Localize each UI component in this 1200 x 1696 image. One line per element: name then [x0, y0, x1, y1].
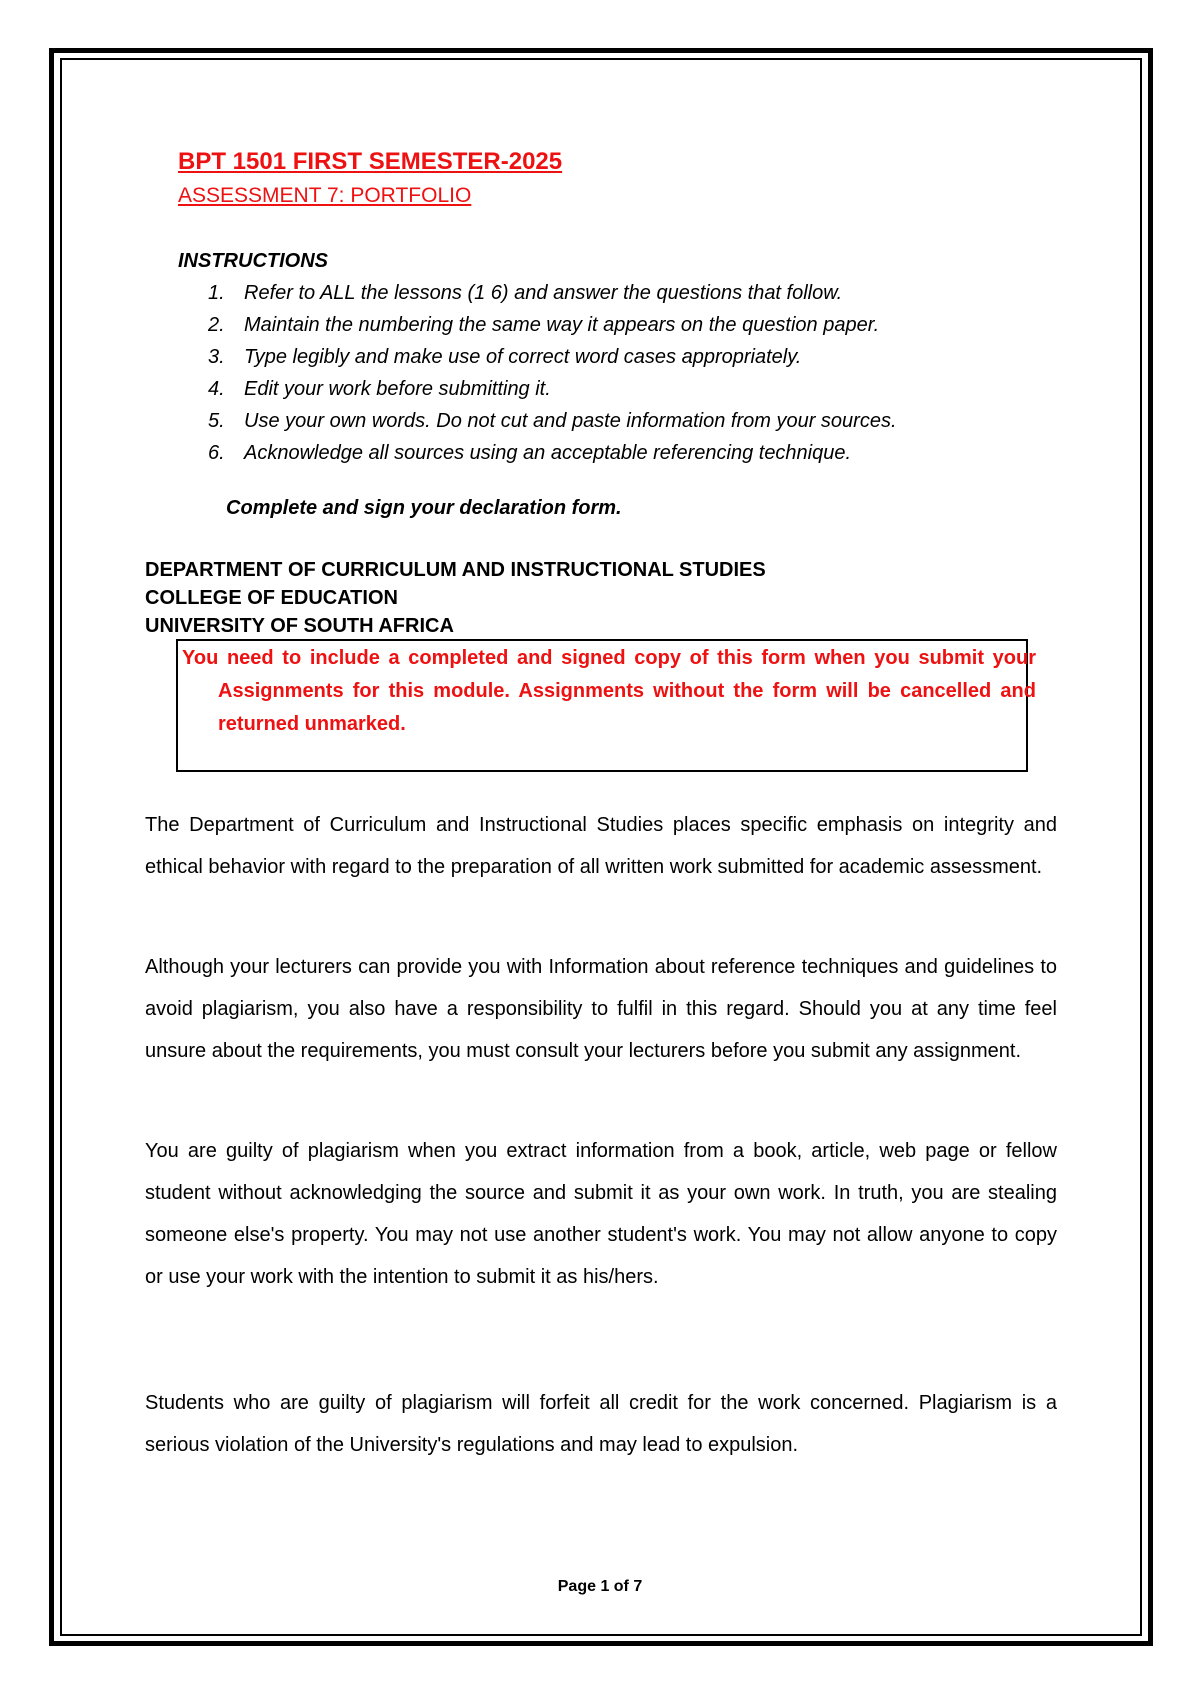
college-name: COLLEGE OF EDUCATION [145, 587, 398, 609]
list-item: 4. Edit your work before submitting it. [208, 378, 551, 400]
paragraph-plagiarism-definition: You are guilty of plagiarism when you extract information from a book, article, web page or fellow student without acknowledging the source and submit it as your own work. In truth, you are stealing someone else's property. You may not use another student's work. You may not allow anyone to copy or use your work with the intention to submit it as his/hers. [145, 1140, 1057, 1288]
university-name: UNIVERSITY OF SOUTH AFRICA [145, 615, 454, 637]
paragraph-responsibility: Although your lecturers can provide you with Information about reference techniques and guidelines to avoid plagiarism, you also have a responsibility to fulfil in this regard. Should you at any time feel unsure about the requirements, you must consult your lecturers before you submit any assignment. [145, 956, 1057, 1062]
instructions-list [208, 281, 897, 473]
department-name: DEPARTMENT OF CURRICULUM AND INSTRUCTIONAL STUDIES [145, 559, 766, 581]
page-number: Page 1 of 7 [557, 1578, 643, 1595]
declaration-instruction: Complete and sign your declaration form. [226, 497, 622, 519]
paragraph-consequences: Students who are guilty of plagiarism will forfeit all credit for the work concerned. Plagiarism is a serious violation of the University's regulations and may lead to expulsion. [145, 1392, 1057, 1456]
paragraph-integrity: The Department of Curriculum and Instructional Studies places specific emphasis on integrity and ethical behavior with regard to the preparation of all written work submitted for academic assessment. [145, 814, 1057, 878]
list-item: 6. Acknowledge all sources using an acceptable referencing technique. [208, 442, 852, 464]
instructions-heading: INSTRUCTIONS [178, 250, 328, 272]
assessment-subtitle: ASSESSMENT 7: PORTFOLIO [178, 184, 472, 207]
department-block [145, 556, 766, 640]
list-item: 5. Use your own words. Do not cut and paste information from your sources. [208, 410, 897, 432]
document-title: BPT 1501 FIRST SEMESTER-2025 [178, 148, 563, 175]
list-item: 1. Refer to ALL the lessons (1 6) and answer the questions that follow. [208, 282, 843, 304]
list-item: 2. Maintain the numbering the same way it appears on the question paper. [208, 314, 880, 336]
list-item: 3. Type legibly and make use of correct word cases appropriately. [208, 346, 802, 368]
notice-text: You need to include a completed and signed copy of this form when you submit your Assignments for this module. Assignments without the form will be cancelled and returned unmarked. [182, 647, 1036, 735]
